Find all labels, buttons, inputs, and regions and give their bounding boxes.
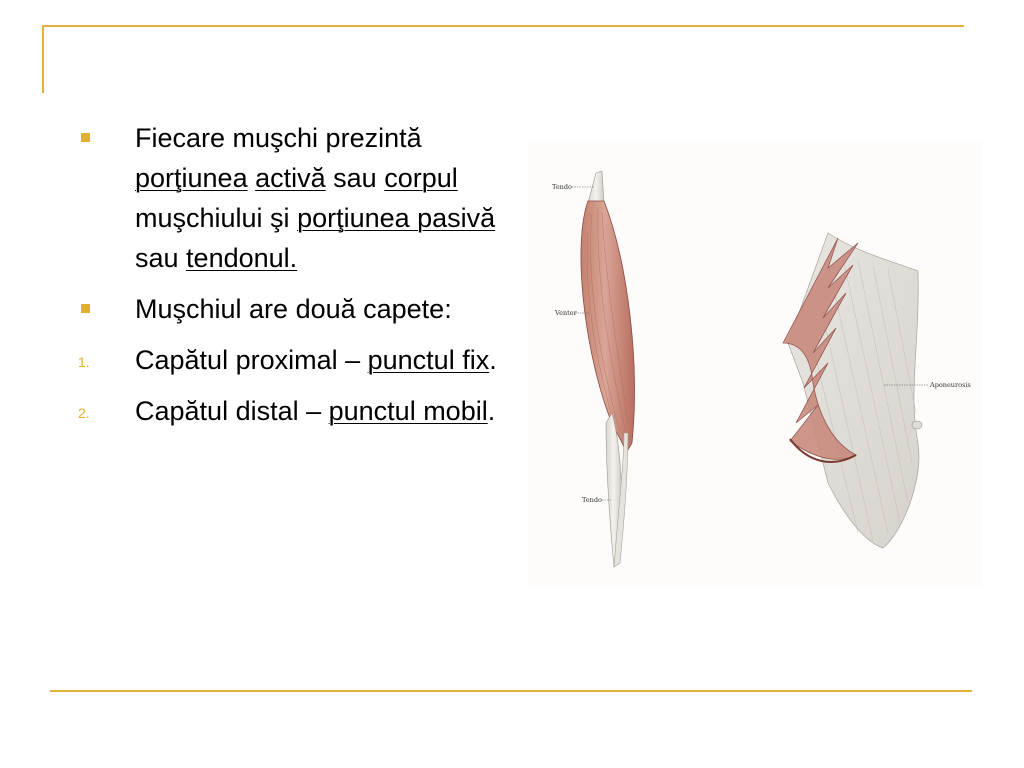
text-segment: sau xyxy=(135,243,187,273)
frame-bottom-line xyxy=(50,690,972,692)
square-bullet-icon xyxy=(81,133,90,142)
list-number: 2. xyxy=(78,405,90,421)
bullet-text xyxy=(135,345,497,375)
bullet-text xyxy=(135,396,495,426)
bullet-item xyxy=(78,118,508,278)
bullet-item xyxy=(78,391,508,431)
text-segment: Capătul distal – xyxy=(135,396,329,426)
text-segment: muşchiului şi xyxy=(135,203,298,233)
bullet-item xyxy=(78,340,508,380)
bullet-list xyxy=(78,118,508,442)
frame-left-line xyxy=(42,25,44,93)
text-segment: . xyxy=(487,396,496,426)
label-tendo-top: Tendo xyxy=(552,183,572,191)
underlined-term: porţiunea xyxy=(135,163,248,193)
muscle-belly xyxy=(581,201,635,453)
bullet-text xyxy=(135,294,452,324)
text-segment: Fiecare muşchi prezintă xyxy=(135,123,422,153)
text-segment: . xyxy=(489,345,497,375)
muscle-anatomy-illustration xyxy=(528,143,983,585)
navel-detail xyxy=(912,421,922,429)
bullet-text xyxy=(135,123,495,273)
text-segment: sau xyxy=(325,163,385,193)
label-venter: Venter xyxy=(555,309,577,317)
underlined-term: corpul xyxy=(384,163,458,193)
square-bullet-icon xyxy=(81,304,90,313)
frame-top-line xyxy=(42,25,964,27)
underlined-term: activă xyxy=(255,163,326,193)
aponeurosis-sheet xyxy=(788,233,919,548)
list-number: 1. xyxy=(78,354,90,370)
underlined-term: punctul fix xyxy=(367,345,490,375)
muscle-anatomy-svg xyxy=(528,143,983,585)
text-segment xyxy=(248,163,256,193)
text-segment: Capătul proximal – xyxy=(135,345,368,375)
label-aponeurosis: Aponeurosis xyxy=(930,381,971,389)
underlined-term: porţiunea pasivă xyxy=(297,203,496,233)
bullet-item xyxy=(78,289,508,329)
underlined-term: punctul mobil xyxy=(328,396,488,426)
text-segment: Muşchiul are două capete: xyxy=(135,294,452,324)
underlined-term: tendonul. xyxy=(186,243,298,273)
label-tendo-bottom: Tendo xyxy=(582,496,602,504)
